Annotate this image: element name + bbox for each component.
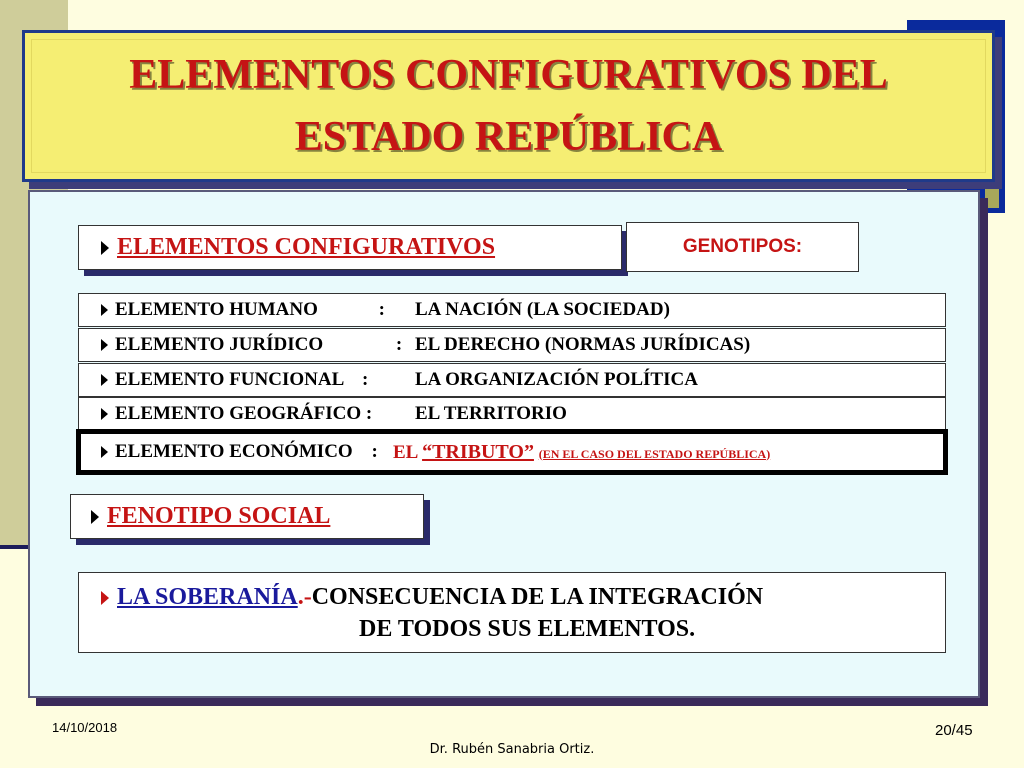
footer-page-number: 20/45: [935, 722, 973, 739]
slide-title: [129, 44, 887, 168]
fenotipo-label: FENOTIPO SOCIAL: [107, 503, 331, 529]
soberania-term[interactable]: LA SOBERANÍA: [117, 584, 298, 610]
element-name: ELEMENTO GEOGRÁFICO :: [115, 403, 373, 424]
bullet-arrow-icon: [91, 510, 99, 524]
fenotipo-box: [70, 494, 424, 539]
section-header-label: ELEMENTOS CONFIGURATIVOS: [117, 234, 496, 260]
soberania-box: [78, 572, 946, 653]
footer-author: Dr. Rubén Sanabria Ortiz.: [429, 742, 595, 757]
element-row-juridico: [78, 328, 946, 362]
soberania-line1-text: CONSECUENCIA DE LA INTEGRACIÓN: [311, 584, 764, 610]
bullet-arrow-icon: [101, 446, 108, 458]
section-header-box: [78, 225, 622, 270]
genotipos-label: GENOTIPOS:: [682, 236, 803, 257]
element-name: ELEMENTO FUNCIONAL :: [115, 369, 369, 390]
decorative-line: [0, 545, 30, 549]
title-banner: [22, 30, 995, 182]
bullet-arrow-icon: [101, 408, 108, 420]
bullet-arrow-icon: [101, 241, 109, 255]
soberania-line-1: [101, 581, 945, 613]
element-row-economico: [76, 429, 948, 475]
element-row-humano: [78, 293, 946, 327]
element-value: LA NACIÓN (LA SOCIEDAD): [415, 299, 670, 320]
element-name: ELEMENTO ECONÓMICO :: [115, 441, 378, 462]
footer-date: 14/10/2018: [52, 720, 118, 735]
title-line-2: ESTADO REPÚBLICA: [294, 114, 723, 160]
genotipos-box: [626, 222, 859, 272]
bullet-arrow-icon: [101, 304, 108, 316]
bullet-arrow-icon: [101, 591, 109, 605]
economic-value-note: (EN EL CASO DEL ESTADO REPÚBLICA): [538, 446, 771, 461]
title-line-1: ELEMENTOS CONFIGURATIVOS DEL: [129, 52, 888, 98]
element-name: ELEMENTO HUMANO :: [115, 299, 385, 320]
element-row-geografico: [78, 397, 946, 431]
element-name: ELEMENTO JURÍDICO :: [115, 334, 403, 355]
element-value: EL DERECHO (NORMAS JURÍDICAS): [415, 334, 751, 355]
soberania-term-suffix: .-: [297, 584, 312, 610]
element-value: [393, 441, 770, 464]
element-value: LA ORGANIZACIÓN POLÍTICA: [415, 369, 698, 390]
bullet-arrow-icon: [101, 339, 108, 351]
soberania-line-2: DE TODOS SUS ELEMENTOS.: [359, 616, 696, 642]
economic-value-prefix: EL: [393, 441, 418, 463]
element-row-funcional: [78, 363, 946, 397]
element-value: EL TERRITORIO: [415, 403, 567, 424]
economic-value-main: “TRIBUTO”: [422, 440, 534, 463]
bullet-arrow-icon: [101, 374, 108, 386]
